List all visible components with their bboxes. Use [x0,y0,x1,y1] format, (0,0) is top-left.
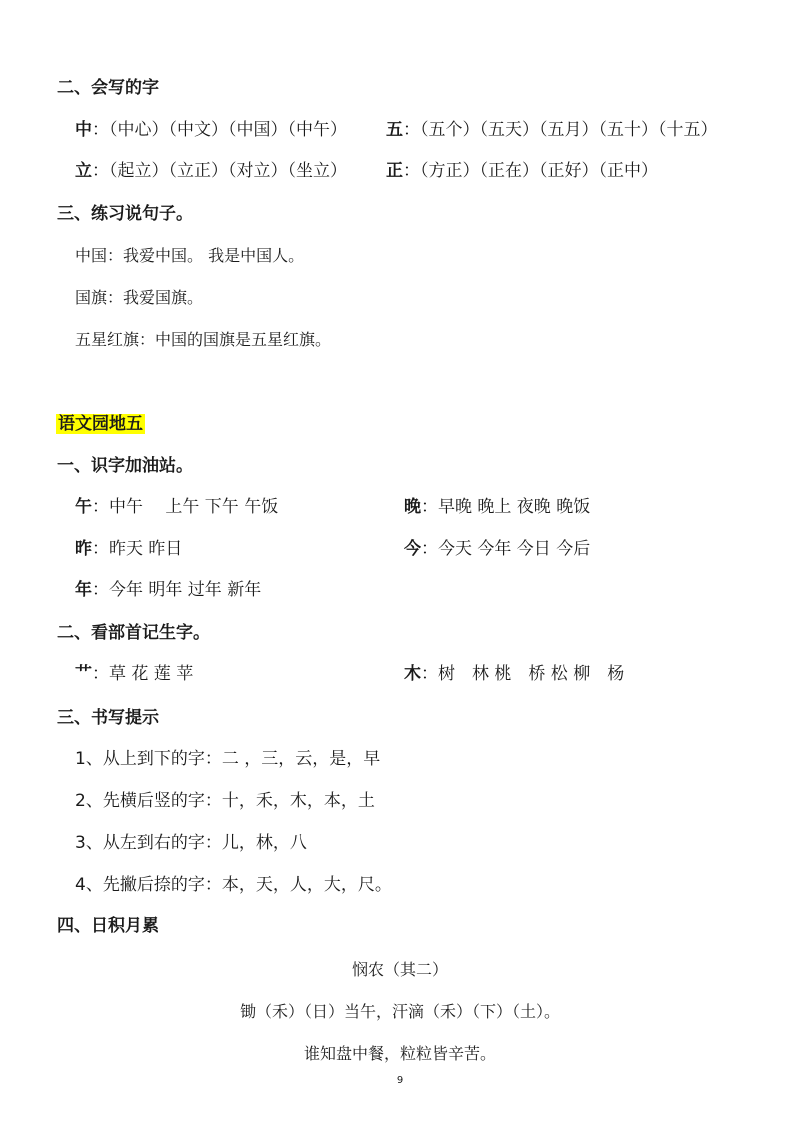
word-list: ：（起立）（立正）（对立）（坐立） [92,161,347,181]
poem-title: 悯农（其二） [351,960,448,979]
word-list: ：昨天 昨日 [92,539,183,559]
section-heading-literacy-station: 一、识字加油站。 [57,456,193,476]
sentence-line: 中国：我爱中国。 我是中国人。 [75,246,305,265]
word-list: ：（中心）（中文）（中国）（中午） [92,120,347,140]
section-heading-practice-sentences: 三、练习说句子。 [57,204,193,224]
word-list: ：今年 明年 过年 新年 [92,580,262,600]
key-character: 年 [75,580,92,600]
key-character: 今 [404,539,421,559]
key-character: 昨 [75,539,92,559]
char-row-2-right [386,159,658,183]
word-list: ：草 花 莲 苹 [92,664,194,684]
key-character: 中 [75,120,92,140]
key-character: 晚 [404,497,421,517]
radical: 木 [404,664,421,684]
writing-tip-line: 4、先撇后捺的字：本，天，人，大，尺。 [75,875,392,895]
literacy-row-1-right [404,495,590,519]
key-character: 午 [75,497,92,517]
word-list: ：树 林 桃 桥 松 柳 杨 [421,664,625,684]
radical-row-left [75,662,193,686]
word-list: ：（方正）（正在）（正好）（正中） [403,161,658,181]
poem-line: 谁知盘中餐，粒粒皆辛苦。 [303,1044,496,1063]
section-heading-write-characters: 二、会写的字 [57,78,159,98]
sentence-line: 五星红旗：中国的国旗是五星红旗。 [75,330,332,349]
char-row-1-right [386,118,718,142]
radical: 艹 [75,664,92,684]
writing-tip-line: 1、从上到下的字：二 ，三，云，是，早 [75,749,381,769]
char-row-1-left [75,118,347,142]
literacy-row-1-left [75,495,278,519]
highlighted-unit-title: 语文园地五 [58,414,143,434]
literacy-row-2-right [404,537,590,561]
sentence-line: 国旗：我爱国旗。 [75,288,204,307]
poem-line: 锄（禾）（日）当午，汗滴（禾）（下）（土）。 [239,1002,560,1021]
radical-row-right [404,662,624,686]
key-character: 五 [386,120,403,140]
unit-title [56,412,145,436]
key-character: 正 [386,161,403,181]
writing-tip-line: 2、先横后竖的字：十，禾，木，本，土 [75,791,375,811]
writing-tip-line: 3、从左到右的字：儿，林，八 [75,833,307,853]
page-number: 9 [396,1075,404,1086]
key-character: 立 [75,161,92,181]
literacy-row-3-left [75,578,261,602]
char-row-2-left [75,159,347,183]
literacy-row-2-left [75,537,182,561]
section-heading-daily-accumulation: 四、日积月累 [57,916,159,936]
word-list: ：中午 上午 下午 午饭 [92,497,279,517]
section-heading-radicals: 二、看部首记生字。 [57,623,210,643]
word-list: ：早晚 晚上 夜晚 晚饭 [421,497,591,517]
word-list: ：（五个）（五天）（五月）（五十）（十五） [403,120,718,140]
section-heading-writing-tips: 三、书写提示 [57,708,159,728]
word-list: ：今天 今年 今日 今后 [421,539,591,559]
